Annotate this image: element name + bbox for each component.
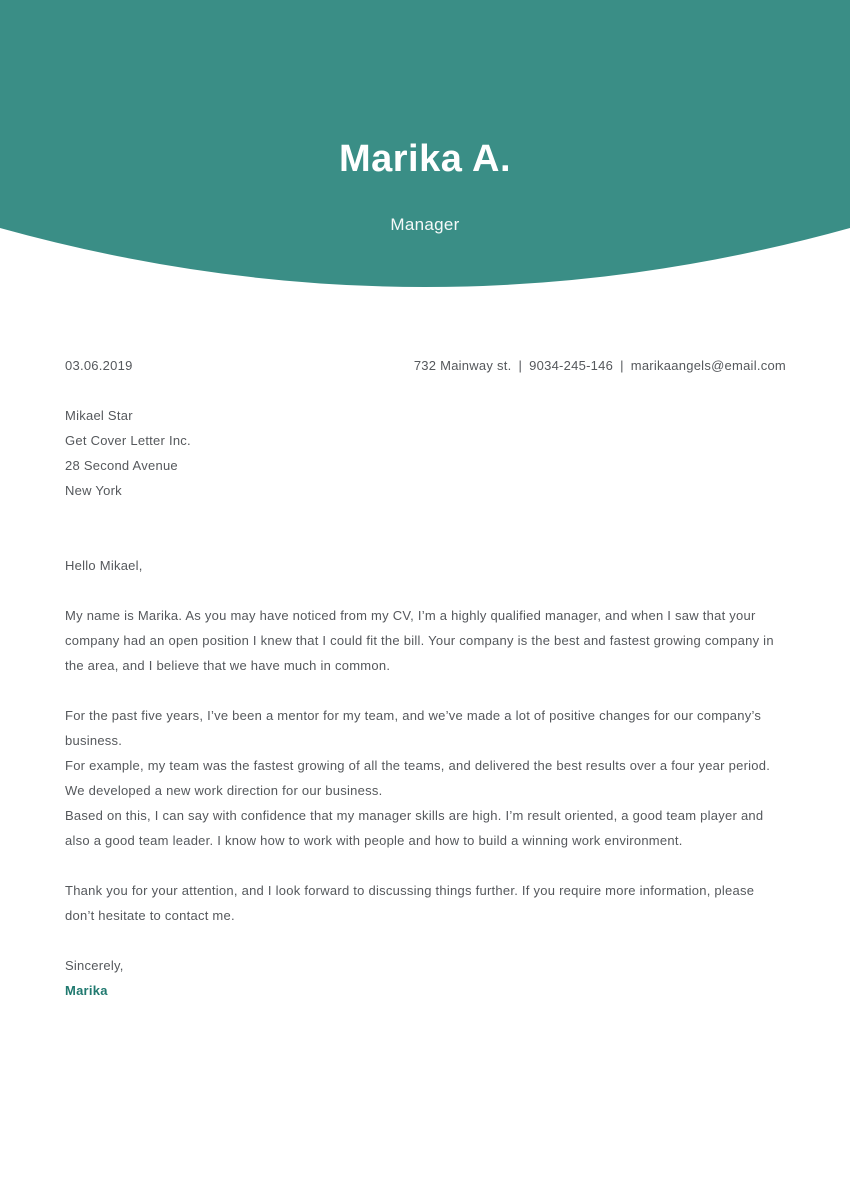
recipient-company: Get Cover Letter Inc. [65, 433, 191, 448]
recipient-block [65, 403, 786, 503]
recipient-name: Mikael Star [65, 408, 133, 423]
closing-text: Sincerely, [65, 958, 124, 973]
contact-email: marikaangels@email.com [630, 358, 786, 373]
recipient-street: 28 Second Avenue [65, 458, 178, 473]
applicant-name: Marika A. [338, 138, 512, 180]
paragraph-line: Thank you for your attention, and I look forward to discussing things further. If you require more information, please don’t hesitate to contact me. [65, 883, 755, 923]
paragraph-intro [65, 603, 786, 678]
letter-date: 03.06.2019 [65, 358, 133, 373]
contact-separator: | [620, 358, 624, 373]
paragraph-line: We developed a new work direction for our business. [65, 783, 383, 798]
applicant-job-title: Manager [390, 215, 460, 234]
paragraph-line: For example, my team was the fastest growing of all the teams, and delivered the best results over a four year period. [65, 758, 771, 773]
paragraph-line: My name is Marika. As you may have noticed from my CV, I’m a highly qualified manager, and when I saw that your company had an open position I knew that I could fit the bill. Your company is the best and fastest growing company in the area, and I believe that we have much in common. [65, 608, 774, 673]
signoff-block [65, 953, 786, 1003]
contact-info [414, 353, 786, 378]
contact-phone: 9034-245-146 [529, 358, 614, 373]
meta-row [65, 353, 786, 378]
contact-address: 732 Mainway st. [413, 358, 512, 373]
signature-name: Marika [65, 983, 108, 998]
paragraph-line: For the past five years, I’ve been a mentor for my team, and we’ve made a lot of positive changes for our company’s business. [65, 708, 762, 748]
paragraph-thanks [65, 878, 786, 928]
paragraph-experience [65, 703, 786, 853]
paragraph-line: Based on this, I can say with confidence that my manager skills are high. I’m result oriented, a good team player and also a good team leader. I know how to work with people and how to build a winning work environment. [65, 808, 764, 848]
contact-separator: | [518, 358, 523, 373]
header-banner [0, 0, 850, 290]
recipient-city: New York [65, 483, 122, 498]
greeting: Hello Mikael, [65, 558, 143, 573]
letter-body [65, 353, 786, 1003]
